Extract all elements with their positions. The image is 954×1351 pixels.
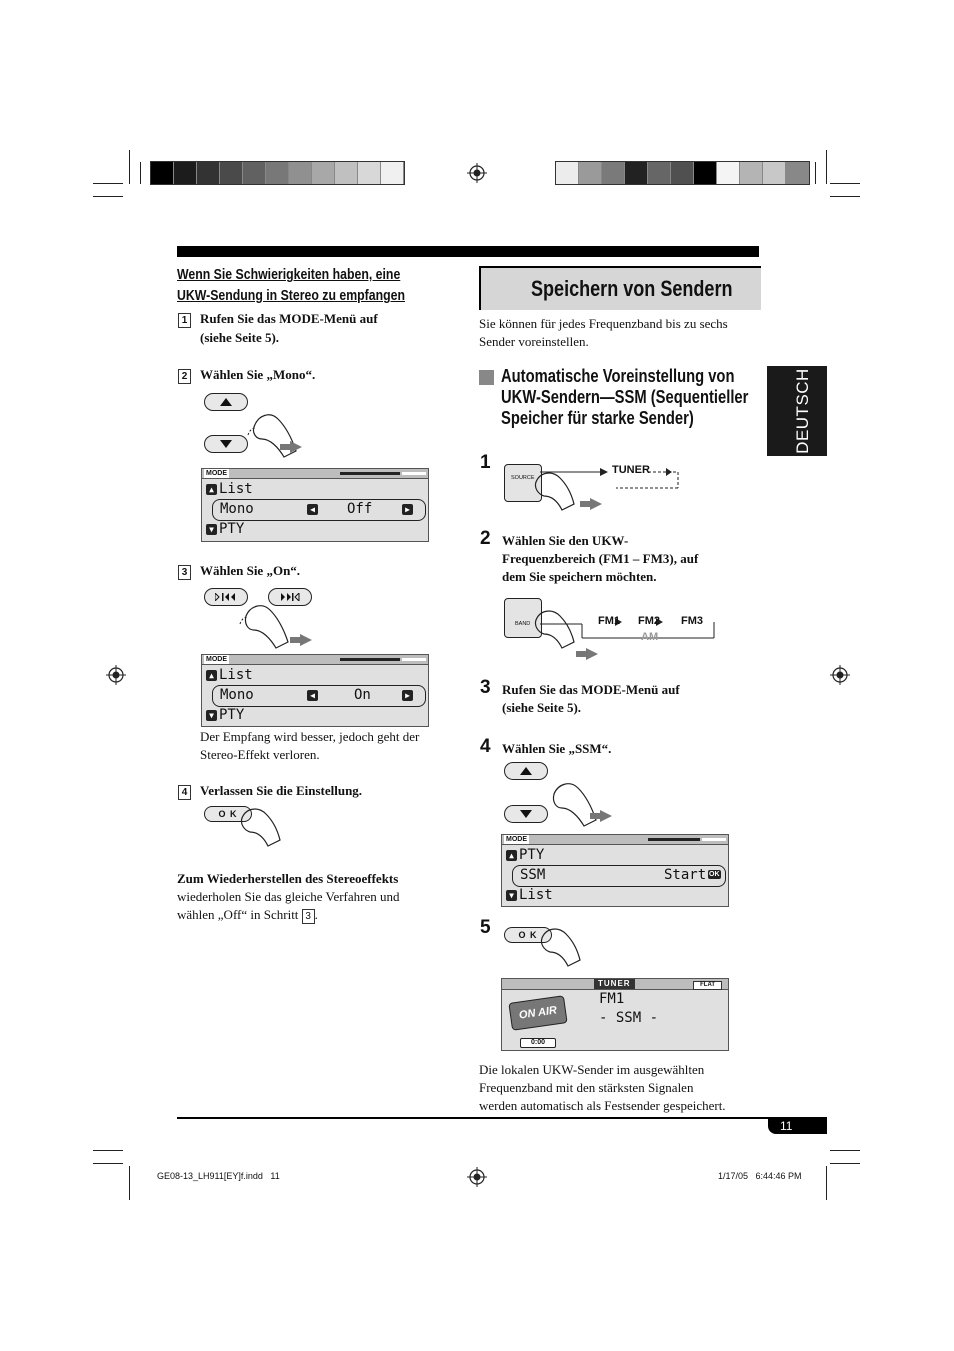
fm1-label: FM1 xyxy=(598,615,620,627)
band-button[interactable]: BAND xyxy=(504,598,542,638)
hand-press-icon xyxy=(236,598,316,654)
down-arrow-icon xyxy=(520,810,532,818)
crop-mark xyxy=(129,150,130,184)
crop-mark xyxy=(826,150,827,184)
step-5-number: 5 xyxy=(480,917,491,938)
sub-heading-square xyxy=(479,370,494,385)
step-3-number: 3 xyxy=(480,677,491,698)
right-intro: Sie können für jedes Frequenzband bis zu sechs Sender voreinstellen. xyxy=(479,316,728,349)
registration-target-icon xyxy=(467,1167,487,1187)
hand-press-icon xyxy=(238,806,286,850)
step-number: 3 xyxy=(178,565,191,580)
registration-target-icon xyxy=(106,665,126,685)
crop-mark xyxy=(140,162,141,184)
bottom-rule xyxy=(177,1117,827,1119)
crop-mark xyxy=(129,1166,130,1200)
skip-back-icon xyxy=(215,593,237,601)
left-step-2: 2 Wählen Sie „Mono“. xyxy=(178,366,448,384)
step-number: 2 xyxy=(178,369,191,384)
section-title: Speichern von Sendern xyxy=(531,276,733,301)
source-button[interactable]: SOURCE xyxy=(504,464,542,502)
language-tab: DEUTSCH xyxy=(767,366,827,456)
tuner-label: TUNER xyxy=(612,464,650,476)
sub-heading: Automatische Voreinstellung von UKW-Sendern—SSM (Sequentieller Speicher für starke Sender) xyxy=(501,366,749,428)
crop-mark xyxy=(93,1163,123,1164)
hand-press-icon xyxy=(538,926,586,970)
page-number-tab: 11 xyxy=(768,1118,827,1134)
fm3-label: FM3 xyxy=(681,615,703,627)
step-2-text: Wählen Sie den UKW- Frequenzbereich (FM1 – FM3), auf dem Sie speichern möchten. xyxy=(502,533,699,584)
left-note: Der Empfang wird besser, jedoch geht der Stereo-Effekt verloren. xyxy=(200,729,420,762)
fm2-label: FM2 xyxy=(638,615,660,627)
crop-mark xyxy=(815,162,816,184)
crop-mark xyxy=(830,183,860,184)
top-rule xyxy=(177,246,759,257)
left-restore: Zum Wiederherstellen des Stereoeffekts wiederholen Sie das gleiche Verfahren und wählen „Off“ in Schritt 3 . xyxy=(177,871,400,922)
down-button[interactable] xyxy=(204,435,248,453)
footer-file: GE08-13_LH911[EY]f.indd 11 xyxy=(157,1171,280,1181)
lcd-mode-mono-off: MODE ▲ List Mono ◀ Off ▶ ▼ PTY xyxy=(201,468,429,542)
lcd-mode-mono-on: MODE ▲ List Mono ◀ On ▶ ▼ PTY xyxy=(201,654,429,727)
lcd-mode-ssm: MODE ▲ PTY SSM Start OK ▼ List xyxy=(501,834,729,907)
crop-mark xyxy=(830,1150,860,1151)
step-1-number: 1 xyxy=(480,452,491,473)
crop-mark xyxy=(830,196,860,197)
color-bar-right xyxy=(555,161,810,185)
footer-date: 1/17/05 6:44:46 PM xyxy=(718,1171,802,1181)
up-button[interactable] xyxy=(504,762,548,780)
lcd-tuner-ssm: TUNER FLAT ON AIR FM1 - SSM - 0:00 xyxy=(501,978,729,1051)
hand-press-icon xyxy=(244,405,314,463)
crop-mark xyxy=(93,196,123,197)
registration-target-icon xyxy=(467,163,487,183)
crop-mark xyxy=(826,1166,827,1200)
ok-button[interactable]: O K xyxy=(504,927,552,943)
right-outro: Die lokalen UKW-Sender im ausgewählten Frequenzband mit den stärksten Signalen werden automatisch als Festsender gespeichert. xyxy=(479,1062,726,1113)
up-arrow-icon xyxy=(520,767,532,775)
step-number: 1 xyxy=(178,313,191,328)
am-label: AM xyxy=(641,631,659,643)
up-button[interactable] xyxy=(204,393,248,411)
on-air-icon: ON AIR xyxy=(508,995,567,1031)
crop-mark xyxy=(93,1150,123,1151)
step-number: 4 xyxy=(178,785,191,800)
tuner-flow-diagram xyxy=(540,462,680,492)
crop-mark xyxy=(830,1163,860,1164)
left-step-4: 4 Verlassen Sie die Einstellung. xyxy=(178,782,448,800)
left-heading: Wenn Sie Schwierigkeiten haben, eine UKW-Sendung in Stereo zu empfangen xyxy=(177,266,405,304)
left-step-1: 1 Rufen Sie das MODE-Menü auf (siehe Seite 5). xyxy=(178,310,448,328)
hand-press-icon xyxy=(544,776,614,828)
up-arrow-icon xyxy=(220,398,232,406)
crop-mark xyxy=(93,183,123,184)
step-4-number: 4 xyxy=(480,736,491,757)
step-3-text: Rufen Sie das MODE-Menü auf (siehe Seite 5). xyxy=(502,682,680,715)
step-2-number: 2 xyxy=(480,528,491,549)
left-step-3: 3 Wählen Sie „On“. xyxy=(178,562,448,580)
registration-target-icon xyxy=(830,665,850,685)
color-bar-left xyxy=(150,161,405,185)
down-arrow-icon xyxy=(220,440,232,448)
section-title-box xyxy=(479,266,761,310)
down-button[interactable] xyxy=(504,805,548,823)
step-4-text: Wählen Sie „SSM“. xyxy=(502,741,612,756)
ok-button[interactable]: O K xyxy=(204,806,252,822)
